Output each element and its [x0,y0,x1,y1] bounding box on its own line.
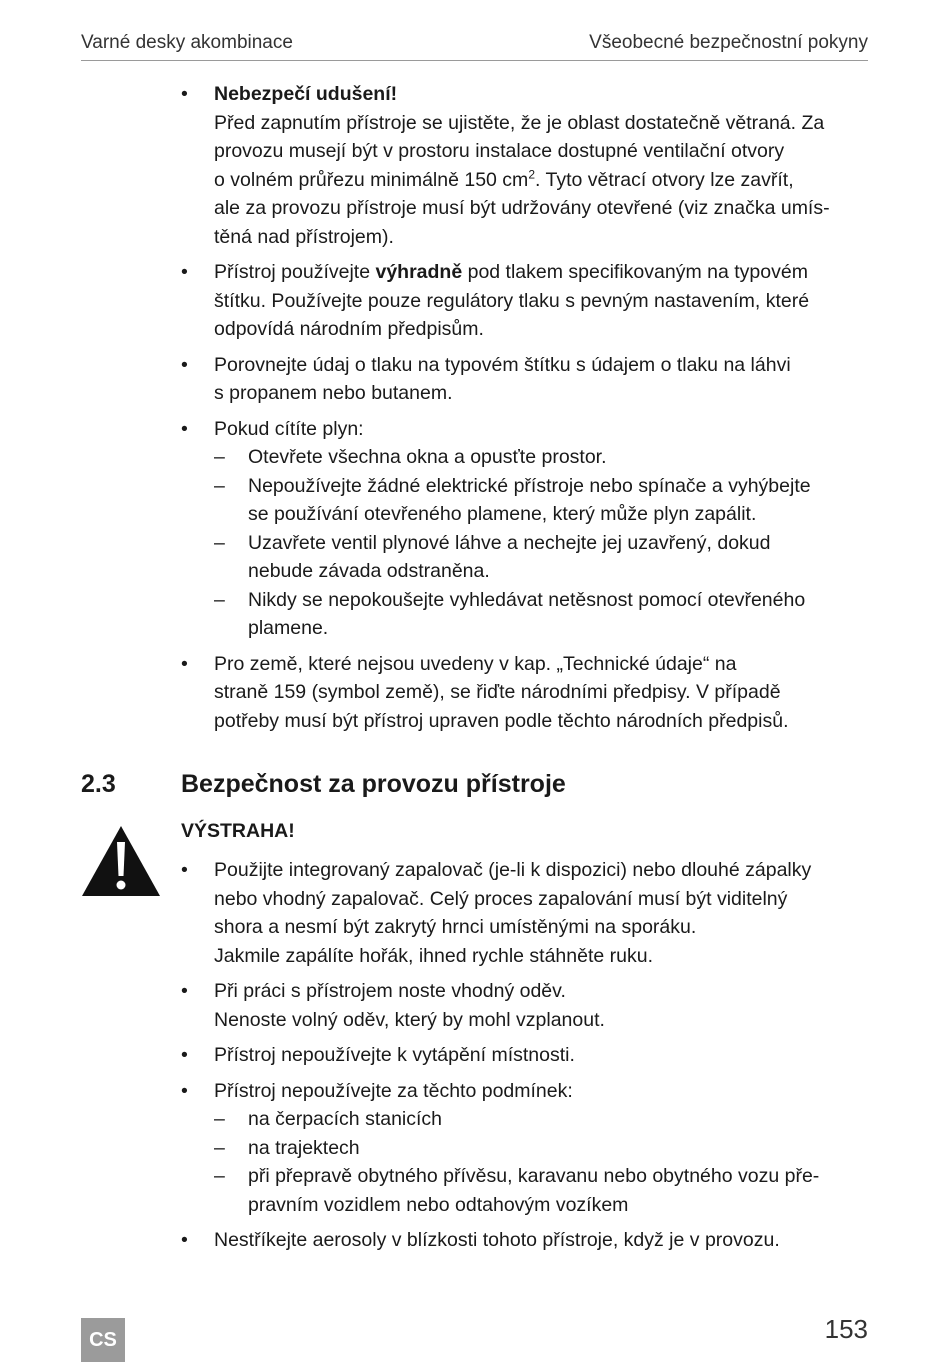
text-line: shora a nesmí být zakrytý hrnci umístěnými na sporáku. [214,916,697,938]
text-line: • Pokud cítíte plyn: [214,417,364,440]
text-line: – Uzavřete ventil plynové láhve a nechejte jej uzavřený, dokud [248,531,771,554]
text-line: provozu musejí být v prostoru instalace dostupné ventilační otvory [214,140,785,162]
text-line: – při přepravě obytného přívěsu, karavanu nebo obytného vozu pře- [248,1165,820,1187]
text-line: – Nikdy se nepokoušejte vyhledávat netěsnost pomocí otevřeného [248,588,806,611]
bullet-countries [181,650,871,736]
header-left-title: Varné desky akombinace [81,32,293,53]
superscript: 2 [528,167,535,181]
text-line: • Přístroj nepoužívejte za těchto podmínek: [214,1079,573,1102]
text-line: plamene. [248,617,329,639]
page-number: 153 [824,1314,868,1344]
text-line: – Nepoužívejte žádné elektrické přístroje nebo spínače a vyhýbejte [248,474,811,497]
text-line: • Nestříkejte aerosoly v blízkosti tohoto přístroje, když je v provozu. [214,1229,780,1251]
text-line: • Porovnejte údaj o tlaku na typovém štítku s údajem o tlaku na láhvi [214,353,791,376]
bullet-igniter [181,856,871,970]
text-line: • Použijte integrovaný zapalovač (je-li k dispozici) nebo dlouhé zápalky [214,859,812,881]
warning-label: VÝSTRAHA! [181,820,295,842]
text-line: Před zapnutím přístroje se ujistěte, že je oblast dostatečně větraná. Za [214,111,825,134]
text-line [214,166,871,195]
dash-item [214,1134,871,1163]
text-line: – na trajektech [248,1136,360,1159]
text-part: Přístroj používejte [214,261,376,283]
text-line: – Otevřete všechna okna a opusťte prostor. [248,446,607,468]
text-line: – na čerpacích stanicích [248,1108,443,1130]
running-header [81,30,868,61]
bullet-compare-pressure [181,351,871,408]
text-line: • Přístroj nepoužívejte k vytápění místnosti. [214,1044,575,1066]
warning-triangle-icon [80,824,162,898]
text-line: Jakmile zapálíte hořák, ihned rychle stáhněte ruku. [214,944,653,967]
dash-item [214,529,871,586]
bullet-clothing [181,977,871,1034]
bold-word: výhradně [375,261,463,283]
text-line [214,258,871,287]
bullet-no-heating [181,1041,871,1070]
dash-item [214,586,871,643]
text-line: odpovídá národním předpisům. [214,318,484,340]
text-line: nebo vhodný zapalovač. Celý proces zapalování musí být viditelný [214,887,788,910]
warning-bullet-list [181,856,871,1262]
bullet-pressure-spec [181,258,871,344]
text-line: ale za provozu přístroje musí být udržovány otevřené (viz značka umís- [214,197,830,219]
top-bullet-list [181,80,871,742]
text-part: o volném průřezu minimálně 150 cm [214,168,529,191]
bullet-gas-smell [181,415,871,643]
dash-item [214,472,871,529]
text-line: se používání otevřeného plamene, který může plyn zapálit. [248,503,757,525]
language-badge: CS [81,1318,125,1362]
bullet-title: • Nebezpečí udušení! [214,83,398,105]
dash-item [214,443,871,472]
dash-item [214,1105,871,1134]
text-line: Nenoste volný oděv, který by mohl vzplanout. [214,1008,605,1031]
text-line: štítku. Používejte pouze regulátory tlaku s pevným nastavením, které [214,289,810,312]
section-title: Bezpečnost za provozu přístroje [181,770,566,798]
text-part: . Tyto větrací otvory lze zavřít, [535,168,794,191]
text-line: straně 159 (symbol země), se řiďte národními předpisy. V případě [214,681,781,703]
text-line: • Při práci s přístrojem noste vhodný oděv. [214,980,566,1002]
text-line: pravním vozidlem nebo odtahovým vozíkem [248,1193,629,1216]
dash-item [214,1162,871,1219]
text-line: nebude závada odstraněna. [248,560,490,582]
bullet-suffocation [181,80,871,251]
text-line: těná nad přístrojem). [214,225,394,248]
bullet-aerosols [181,1226,871,1255]
text-line: potřeby musí být přístroj upraven podle těchto národních předpisů. [214,709,789,732]
section-number: 2.3 [81,770,116,798]
text-line: s propanem nebo butanem. [214,382,453,404]
header-right-title: Všeobecné bezpečnostní pokyny [589,32,868,53]
text-line: • Pro země, které nejsou uvedeny v kap. „Technické údaje“ na [214,652,737,675]
bullet-conditions [181,1077,871,1220]
text-part: pod tlakem specifikovaným na typovém [462,261,808,283]
